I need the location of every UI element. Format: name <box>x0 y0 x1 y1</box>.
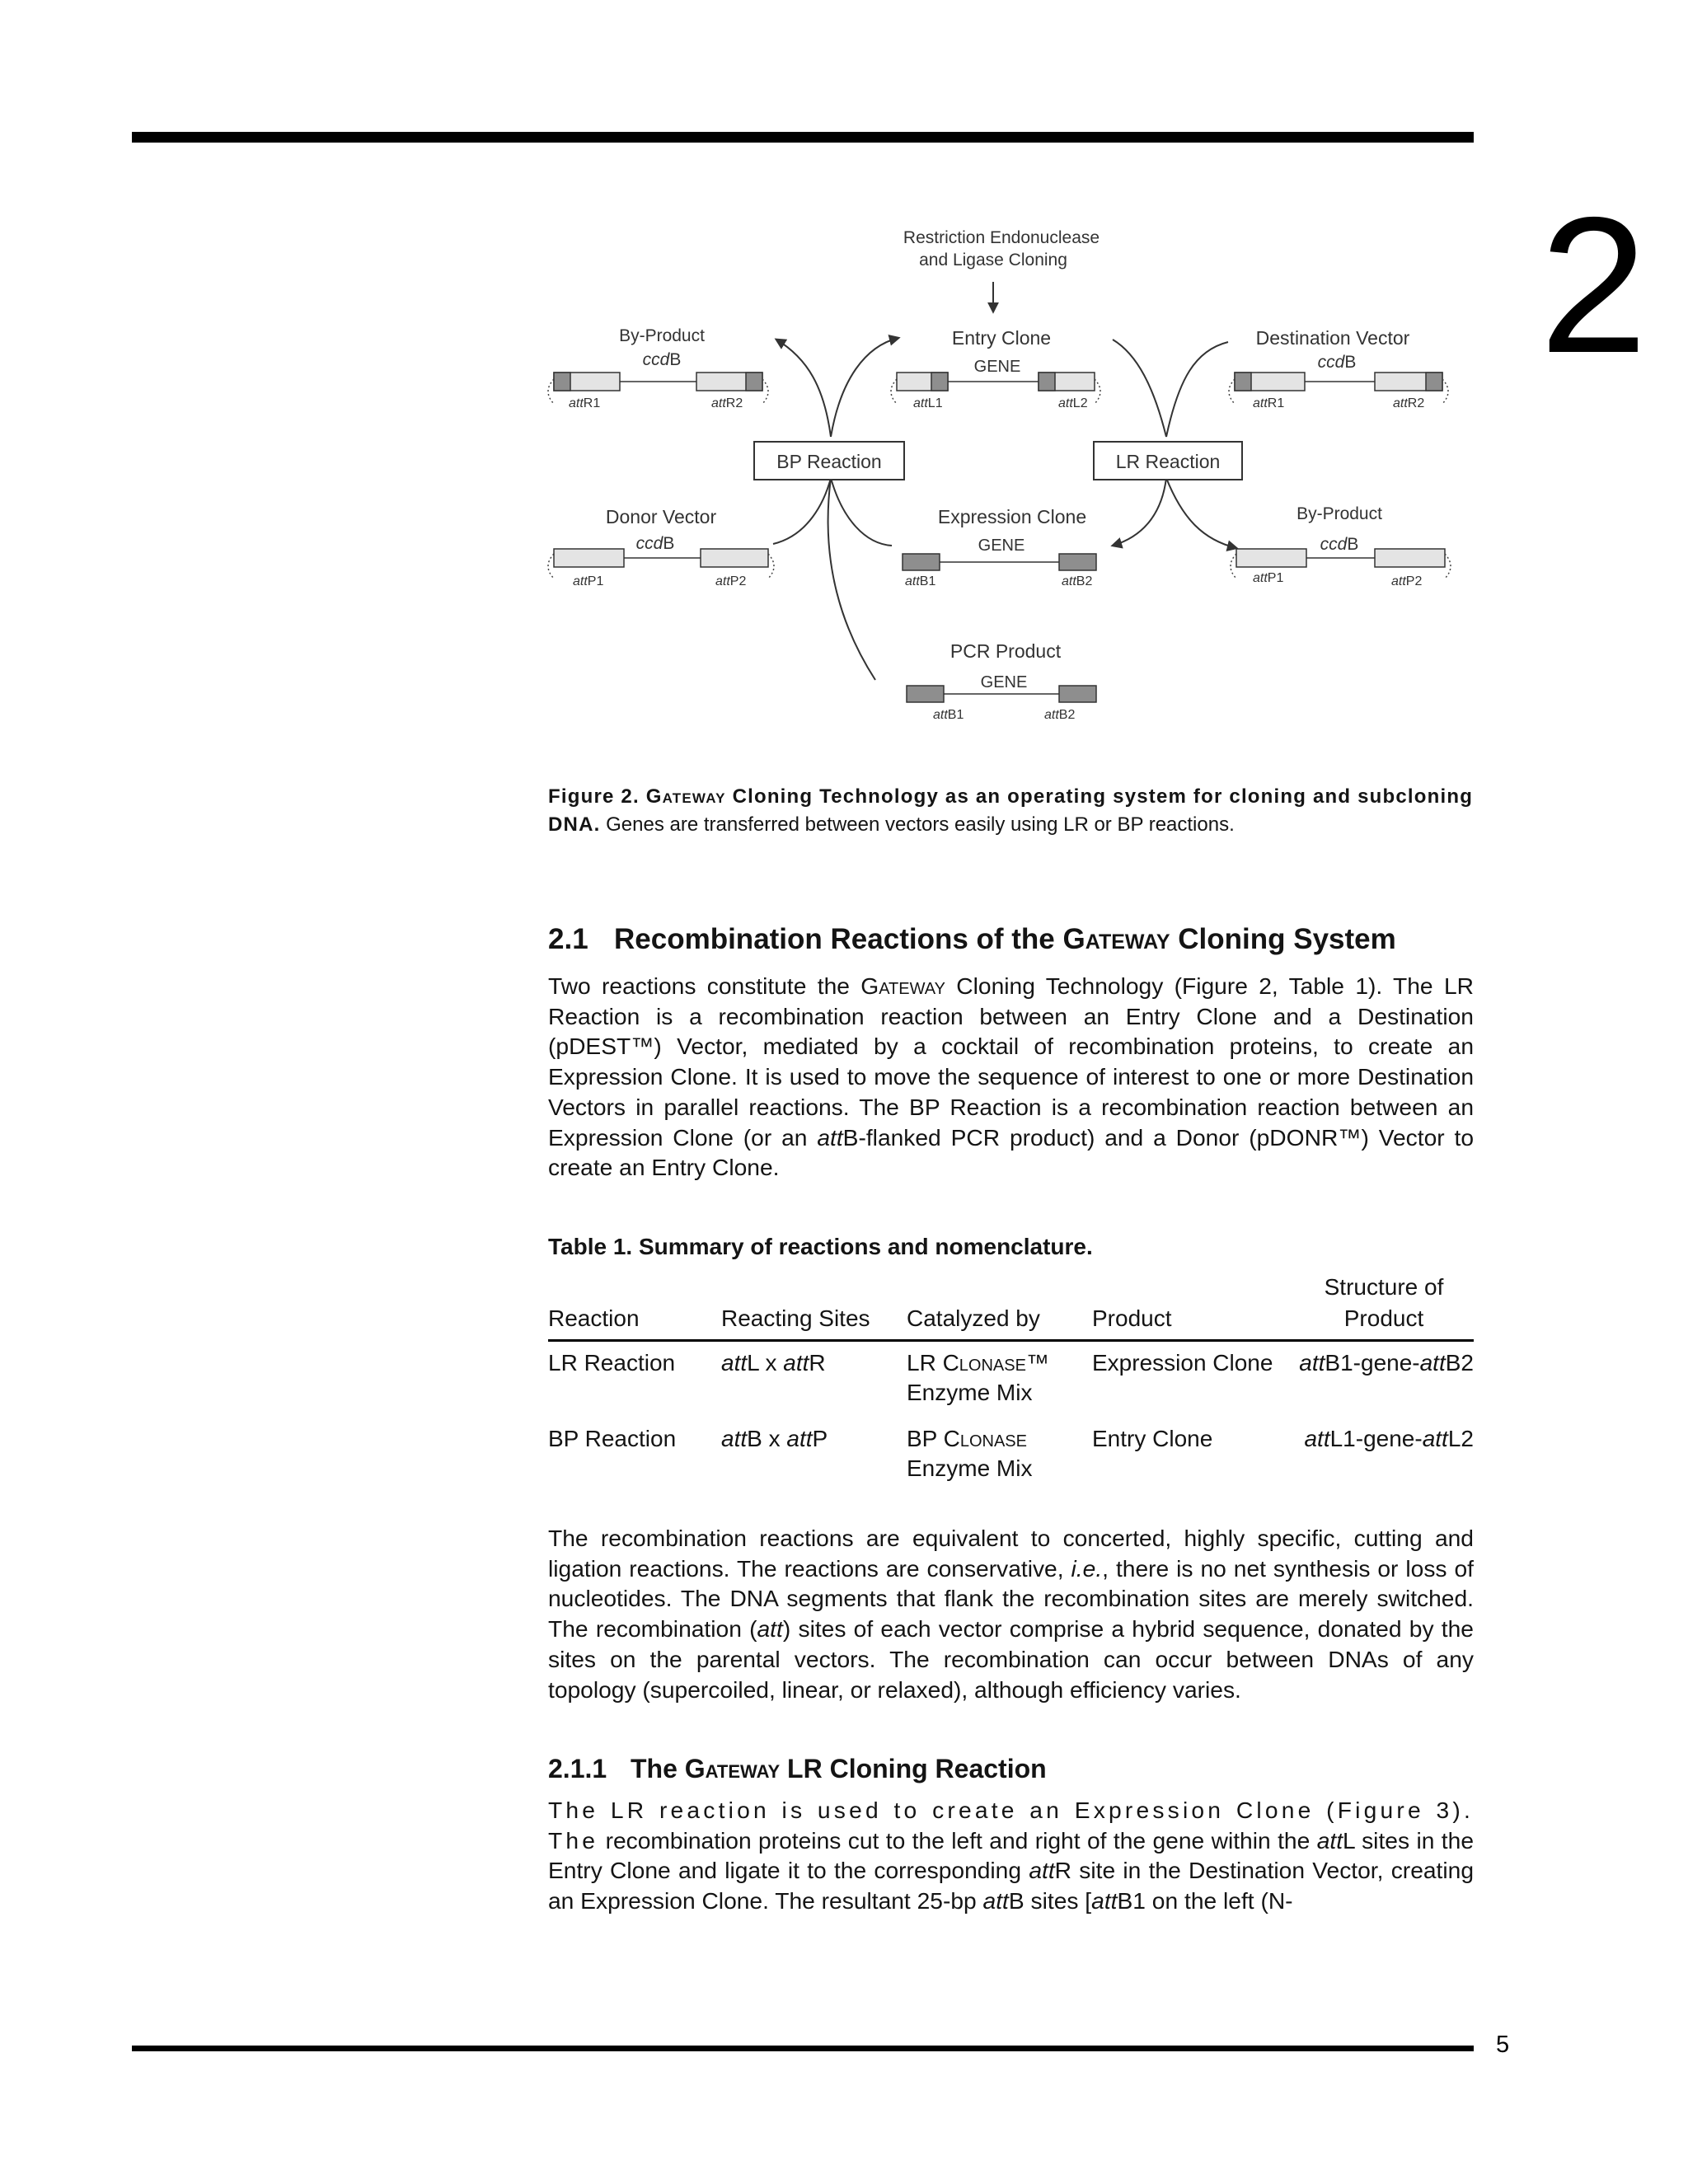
restriction-label-line1: Restriction Endonuclease <box>903 228 1100 247</box>
cell-structure: attB1-gene-attB2 <box>1299 1350 1474 1376</box>
lr-reaction-box <box>1094 442 1242 480</box>
donor-vector-marker: ccdB <box>635 534 675 553</box>
table-1-summary <box>548 1272 1474 1493</box>
byproduct-top-marker: ccdB <box>642 350 682 369</box>
figure-caption <box>548 783 1474 839</box>
cell-product: Expression Clone <box>1092 1350 1273 1376</box>
site-attL2: attL2 <box>1058 396 1088 410</box>
entry-clone <box>891 327 1100 410</box>
pcr-product <box>907 640 1096 722</box>
section-2-1-paragraph-2: The recombination reactions are equivalent to concerted, highly specific, cutting and ligation reactions. The reactions are conservative, i.e., there is no net synthesis or loss of nucleotides. The DNA segments that flank the recombination sites are merely switched. The recombination (att) sites of each vector comprise a hybrid sequence, donated by the sites on the parental vectors. The recombination can occur between DNAs of any topology (supercoiled, linear, or relaxed), although efficiency varies. <box>548 1525 1474 1703</box>
cell-catalyzed: BP Clonase Enzyme Mix <box>907 1426 1033 1481</box>
section-2-1-heading: 2.1 Recombination Reactions of the Gateway Cloning System <box>548 923 1396 955</box>
header-reacting-sites: Reacting Sites <box>721 1272 907 1341</box>
section-2-1-1-heading: 2.1.1 The Gateway LR Cloning Reaction <box>548 1754 1047 1783</box>
bp-reaction-box <box>754 442 904 480</box>
pcr-product-gene: GENE <box>980 673 1028 691</box>
pcr-product-title: PCR Product <box>950 640 1062 662</box>
expression-clone-title: Expression Clone <box>937 506 1087 527</box>
cell-sites: attL x attR <box>721 1350 826 1376</box>
caption-lead: Figure 2. Gateway Cloning Technology as an operating system for cloning and subcloning DNA. <box>548 785 1474 836</box>
expression-clone-gene: GENE <box>978 537 1025 555</box>
cell-sites: attB x attP <box>721 1426 828 1451</box>
site-byp-attP2: attP2 <box>1391 574 1423 588</box>
lr-reaction-label: LR Reaction <box>1115 451 1221 472</box>
site-attB2-expr: attB2 <box>1062 574 1093 588</box>
site-attP2: attP2 <box>715 574 747 588</box>
chapter-number: 2 <box>1540 176 1648 393</box>
site-attB1-pcr: attB1 <box>933 708 964 722</box>
cell-product: Entry Clone <box>1092 1426 1213 1451</box>
table-1-title: Table 1. Summary of reactions and nomenclature. <box>548 1234 1093 1259</box>
site-byp-attP1: attP1 <box>1253 571 1284 585</box>
site-dest-attR1: attR1 <box>1253 396 1285 410</box>
bottom-rule <box>132 2046 1474 2051</box>
cell-structure: attL1-gene-attL2 <box>1304 1426 1474 1451</box>
header-reaction: Reaction <box>548 1272 721 1341</box>
donor-vector-title: Donor Vector <box>605 506 717 527</box>
section-2-1-1-paragraph: The LR reaction is used to create an Expression Clone (Figure 3). The recombination proteins cut to the left and right of the gene within the attL sites in the Entry Clone and ligate it to the corresponding attR site in the Destination Vector, creating an Expression Clone. The resultant 25-bp attB sites [attB1 on the left (N- <box>548 1797 1474 1915</box>
byproduct-top-left <box>548 326 768 410</box>
site-attR1: attR1 <box>569 396 601 410</box>
destination-vector-title: Destination Vector <box>1255 327 1410 349</box>
header-product: Product <box>1092 1272 1294 1341</box>
site-attP1: attP1 <box>573 574 604 588</box>
expression-clone <box>903 506 1096 588</box>
table-header-row <box>548 1272 1474 1341</box>
cell-reaction: BP Reaction <box>548 1426 677 1451</box>
cell-reaction: LR Reaction <box>548 1350 676 1376</box>
site-attB2-pcr: attB2 <box>1044 708 1076 722</box>
caption-text: Genes are transferred between vectors easily using LR or BP reactions. <box>606 813 1235 836</box>
header-catalyzed-by: Catalyzed by <box>907 1272 1092 1341</box>
bp-reaction-label: BP Reaction <box>776 451 882 472</box>
donor-vector <box>548 506 774 588</box>
section-2-1-paragraph-1: Two reactions constitute the Gateway Cloning Technology (Figure 2, Table 1). The LR Reaction is a recombination reaction between an Entry Clone and a Destination (pDEST™) Vector, mediated by a cocktail of recombination proteins, to create an Expression Clone. It is used to move the sequence of interest to one or more Destination Vectors in parallel reactions. The BP Reaction is a recombination reaction between an Expression Clone (or an attB-flanked PCR product) and a Donor (pDONR™) Vector to create an Entry Clone. <box>548 972 1474 1181</box>
figure-2-gateway-diagram <box>536 214 1475 742</box>
byproduct-top-title: By-Product <box>619 326 705 345</box>
header-structure: Structure of Product <box>1294 1272 1474 1341</box>
restriction-label-line2: and Ligase Cloning <box>919 251 1067 269</box>
site-attB1-expr: attB1 <box>905 574 936 588</box>
site-dest-attR2: attR2 <box>1393 396 1425 410</box>
byproduct-bottom-title: By-Product <box>1296 504 1382 523</box>
page-number: 5 <box>1496 2032 1510 2058</box>
destination-vector-marker: ccdB <box>1317 353 1357 372</box>
entry-clone-gene: GENE <box>973 358 1021 376</box>
destination-vector <box>1229 327 1448 410</box>
table-row <box>548 1418 1474 1493</box>
site-attR2: attR2 <box>711 396 743 410</box>
entry-clone-title: Entry Clone <box>951 327 1052 349</box>
table-row <box>548 1341 1474 1418</box>
site-attL1: attL1 <box>913 396 943 410</box>
byproduct-bottom-marker: ccdB <box>1320 535 1359 554</box>
cell-catalyzed: LR Clonase™ Enzyme Mix <box>907 1350 1049 1405</box>
byproduct-bottom-right <box>1231 504 1451 588</box>
top-rule <box>132 132 1474 143</box>
